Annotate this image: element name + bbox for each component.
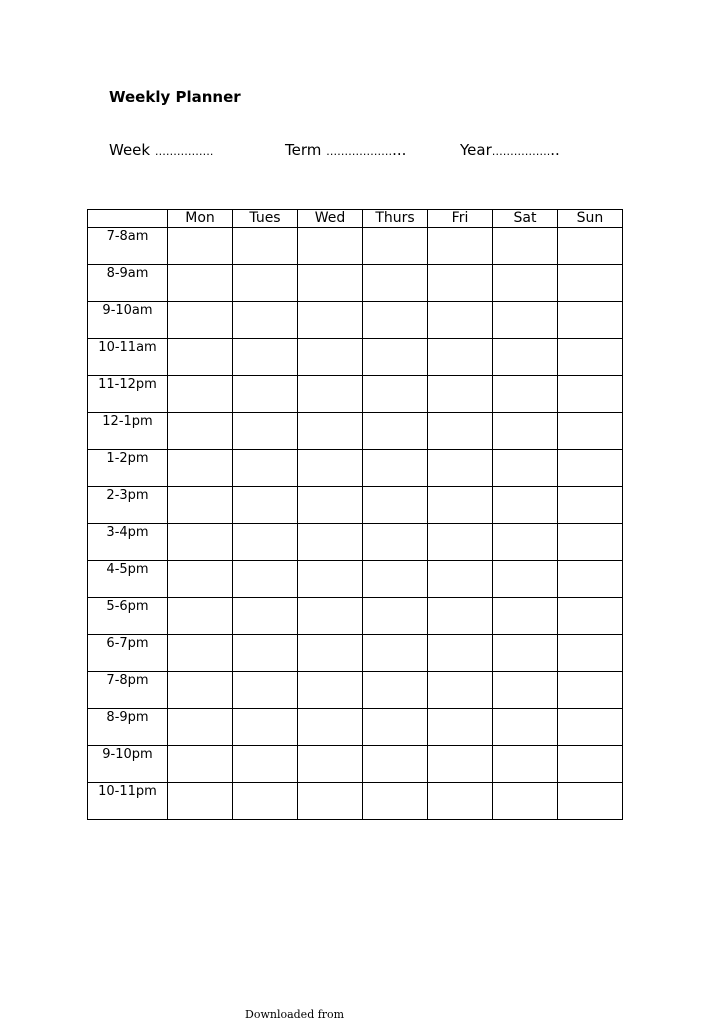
planner-cell-tues[interactable] bbox=[233, 709, 298, 746]
table-row bbox=[88, 783, 623, 820]
planner-cell-sun[interactable] bbox=[558, 746, 623, 783]
header-fields bbox=[0, 141, 724, 161]
planner-cell-mon[interactable] bbox=[168, 302, 233, 339]
planner-cell-fri[interactable] bbox=[428, 228, 493, 265]
planner-cell-sat[interactable] bbox=[493, 783, 558, 820]
planner-cell-sun[interactable] bbox=[558, 598, 623, 635]
table-body bbox=[88, 228, 623, 820]
time-slot-label: 7-8pm bbox=[88, 672, 168, 709]
planner-cell-mon[interactable] bbox=[168, 709, 233, 746]
day-header-tues: Tues bbox=[233, 210, 298, 228]
planner-cell-tues[interactable] bbox=[233, 598, 298, 635]
planner-cell-tues[interactable] bbox=[233, 265, 298, 302]
planner-cell-mon[interactable] bbox=[168, 783, 233, 820]
planner-cell-mon[interactable] bbox=[168, 672, 233, 709]
table-row bbox=[88, 561, 623, 598]
term-dots-end: ... bbox=[392, 141, 407, 159]
day-header-wed: Wed bbox=[298, 210, 363, 228]
corner-cell bbox=[88, 210, 168, 228]
table-row bbox=[88, 376, 623, 413]
term-dots: ……………… bbox=[326, 145, 393, 158]
planner-cell-fri[interactable] bbox=[428, 561, 493, 598]
planner-cell-tues[interactable] bbox=[233, 487, 298, 524]
time-slot-label: 8-9pm bbox=[88, 709, 168, 746]
planner-cell-thurs[interactable] bbox=[363, 635, 428, 672]
planner-cell-sun[interactable] bbox=[558, 561, 623, 598]
planner-cell-fri[interactable] bbox=[428, 450, 493, 487]
planner-cell-fri[interactable] bbox=[428, 265, 493, 302]
planner-cell-fri[interactable] bbox=[428, 376, 493, 413]
planner-cell-tues[interactable] bbox=[233, 561, 298, 598]
week-field[interactable] bbox=[109, 141, 213, 159]
planner-cell-mon[interactable] bbox=[168, 524, 233, 561]
planner-cell-sun[interactable] bbox=[558, 228, 623, 265]
time-slot-label: 9-10pm bbox=[88, 746, 168, 783]
planner-cell-mon[interactable] bbox=[168, 561, 233, 598]
planner-cell-sun[interactable] bbox=[558, 339, 623, 376]
planner-cell-fri[interactable] bbox=[428, 487, 493, 524]
planner-cell-mon[interactable] bbox=[168, 376, 233, 413]
planner-cell-mon[interactable] bbox=[168, 265, 233, 302]
planner-cell-sat[interactable] bbox=[493, 339, 558, 376]
planner-cell-tues[interactable] bbox=[233, 746, 298, 783]
day-header-sun: Sun bbox=[558, 210, 623, 228]
planner-cell-wed[interactable] bbox=[298, 413, 363, 450]
year-field[interactable] bbox=[460, 141, 560, 159]
planner-cell-wed[interactable] bbox=[298, 450, 363, 487]
table-row bbox=[88, 265, 623, 302]
planner-cell-mon[interactable] bbox=[168, 228, 233, 265]
year-dots-end: .. bbox=[550, 141, 560, 159]
planner-cell-sat[interactable] bbox=[493, 413, 558, 450]
time-slot-label: 11-12pm bbox=[88, 376, 168, 413]
planner-cell-wed[interactable] bbox=[298, 524, 363, 561]
planner-cell-fri[interactable] bbox=[428, 709, 493, 746]
table-row bbox=[88, 524, 623, 561]
planner-cell-thurs[interactable] bbox=[363, 228, 428, 265]
time-slot-label: 6-7pm bbox=[88, 635, 168, 672]
planner-cell-mon[interactable] bbox=[168, 339, 233, 376]
planner-cell-sat[interactable] bbox=[493, 672, 558, 709]
planner-cell-sat[interactable] bbox=[493, 265, 558, 302]
table-header-row bbox=[88, 210, 623, 228]
planner-cell-thurs[interactable] bbox=[363, 376, 428, 413]
day-header-mon: Mon bbox=[168, 210, 233, 228]
day-header-fri: Fri bbox=[428, 210, 493, 228]
planner-cell-tues[interactable] bbox=[233, 228, 298, 265]
planner-cell-sun[interactable] bbox=[558, 783, 623, 820]
planner-cell-wed[interactable] bbox=[298, 783, 363, 820]
table-row bbox=[88, 635, 623, 672]
planner-cell-sat[interactable] bbox=[493, 228, 558, 265]
planner-cell-thurs[interactable] bbox=[363, 413, 428, 450]
planner-cell-thurs[interactable] bbox=[363, 450, 428, 487]
planner-cell-thurs[interactable] bbox=[363, 302, 428, 339]
planner-cell-wed[interactable] bbox=[298, 598, 363, 635]
day-header-sat: Sat bbox=[493, 210, 558, 228]
planner-cell-mon[interactable] bbox=[168, 413, 233, 450]
planner-cell-wed[interactable] bbox=[298, 265, 363, 302]
planner-cell-thurs[interactable] bbox=[363, 487, 428, 524]
planner-cell-fri[interactable] bbox=[428, 413, 493, 450]
day-header-thurs: Thurs bbox=[363, 210, 428, 228]
term-label: Term bbox=[285, 141, 322, 159]
planner-cell-fri[interactable] bbox=[428, 672, 493, 709]
planner-cell-tues[interactable] bbox=[233, 635, 298, 672]
planner-cell-fri[interactable] bbox=[428, 783, 493, 820]
time-slot-label: 4-5pm bbox=[88, 561, 168, 598]
planner-cell-sun[interactable] bbox=[558, 524, 623, 561]
time-slot-label: 7-8am bbox=[88, 228, 168, 265]
planner-cell-sat[interactable] bbox=[493, 450, 558, 487]
planner-cell-thurs[interactable] bbox=[363, 709, 428, 746]
planner-cell-sun[interactable] bbox=[558, 302, 623, 339]
planner-cell-sat[interactable] bbox=[493, 302, 558, 339]
planner-cell-tues[interactable] bbox=[233, 376, 298, 413]
table-row bbox=[88, 450, 623, 487]
planner-cell-sat[interactable] bbox=[493, 709, 558, 746]
table-row bbox=[88, 302, 623, 339]
planner-cell-sat[interactable] bbox=[493, 524, 558, 561]
time-slot-label: 10-11am bbox=[88, 339, 168, 376]
planner-cell-mon[interactable] bbox=[168, 635, 233, 672]
planner-cell-thurs[interactable] bbox=[363, 598, 428, 635]
table-row bbox=[88, 672, 623, 709]
planner-cell-wed[interactable] bbox=[298, 635, 363, 672]
planner-cell-thurs[interactable] bbox=[363, 561, 428, 598]
planner-cell-wed[interactable] bbox=[298, 672, 363, 709]
table-row bbox=[88, 598, 623, 635]
planner-cell-sun[interactable] bbox=[558, 265, 623, 302]
time-slot-label: 8-9am bbox=[88, 265, 168, 302]
table-row bbox=[88, 228, 623, 265]
planner-cell-thurs[interactable] bbox=[363, 746, 428, 783]
planner-cell-wed[interactable] bbox=[298, 709, 363, 746]
planner-cell-fri[interactable] bbox=[428, 598, 493, 635]
year-label: Year bbox=[460, 141, 492, 159]
planner-cell-fri[interactable] bbox=[428, 339, 493, 376]
planner-cell-wed[interactable] bbox=[298, 302, 363, 339]
term-field[interactable] bbox=[285, 141, 406, 159]
planner-cell-sun[interactable] bbox=[558, 376, 623, 413]
planner-cell-tues[interactable] bbox=[233, 450, 298, 487]
time-slot-label: 5-6pm bbox=[88, 598, 168, 635]
time-slot-label: 1-2pm bbox=[88, 450, 168, 487]
page-title: Weekly Planner bbox=[109, 88, 241, 106]
planner-cell-sun[interactable] bbox=[558, 487, 623, 524]
planner-cell-mon[interactable] bbox=[168, 450, 233, 487]
planner-cell-tues[interactable] bbox=[233, 524, 298, 561]
planner-cell-thurs[interactable] bbox=[363, 524, 428, 561]
planner-cell-wed[interactable] bbox=[298, 746, 363, 783]
time-slot-label: 12-1pm bbox=[88, 413, 168, 450]
table-row bbox=[88, 709, 623, 746]
planner-cell-thurs[interactable] bbox=[363, 783, 428, 820]
footer-text: Downloaded from bbox=[245, 1008, 345, 1021]
table-row bbox=[88, 487, 623, 524]
planner-cell-mon[interactable] bbox=[168, 487, 233, 524]
planner-cell-thurs[interactable] bbox=[363, 265, 428, 302]
planner-cell-wed[interactable] bbox=[298, 339, 363, 376]
planner-cell-tues[interactable] bbox=[233, 302, 298, 339]
time-slot-label: 10-11pm bbox=[88, 783, 168, 820]
week-label: Week bbox=[109, 141, 151, 159]
planner-cell-wed[interactable] bbox=[298, 376, 363, 413]
planner-cell-tues[interactable] bbox=[233, 413, 298, 450]
planner-cell-fri[interactable] bbox=[428, 635, 493, 672]
planner-cell-fri[interactable] bbox=[428, 302, 493, 339]
table-row bbox=[88, 413, 623, 450]
planner-cell-sat[interactable] bbox=[493, 635, 558, 672]
planner-cell-sun[interactable] bbox=[558, 635, 623, 672]
planner-cell-wed[interactable] bbox=[298, 561, 363, 598]
time-slot-label: 9-10am bbox=[88, 302, 168, 339]
year-dots: ……………. bbox=[491, 145, 551, 158]
planner-cell-wed[interactable] bbox=[298, 487, 363, 524]
planner-cell-sat[interactable] bbox=[493, 487, 558, 524]
week-dots: ……………. bbox=[154, 145, 214, 158]
planner-cell-tues[interactable] bbox=[233, 783, 298, 820]
table-row bbox=[88, 339, 623, 376]
planner-cell-tues[interactable] bbox=[233, 339, 298, 376]
planner-cell-sun[interactable] bbox=[558, 709, 623, 746]
time-slot-label: 3-4pm bbox=[88, 524, 168, 561]
planner-cell-thurs[interactable] bbox=[363, 672, 428, 709]
planner-cell-sat[interactable] bbox=[493, 561, 558, 598]
table-row bbox=[88, 746, 623, 783]
planner-cell-sun[interactable] bbox=[558, 672, 623, 709]
planner-cell-fri[interactable] bbox=[428, 524, 493, 561]
planner-cell-mon[interactable] bbox=[168, 746, 233, 783]
planner-table bbox=[87, 209, 623, 820]
planner-cell-sat[interactable] bbox=[493, 376, 558, 413]
planner-cell-mon[interactable] bbox=[168, 598, 233, 635]
planner-cell-sat[interactable] bbox=[493, 746, 558, 783]
planner-cell-sun[interactable] bbox=[558, 450, 623, 487]
planner-cell-thurs[interactable] bbox=[363, 339, 428, 376]
planner-cell-tues[interactable] bbox=[233, 672, 298, 709]
planner-cell-wed[interactable] bbox=[298, 228, 363, 265]
planner-cell-sun[interactable] bbox=[558, 413, 623, 450]
planner-cell-sat[interactable] bbox=[493, 598, 558, 635]
time-slot-label: 2-3pm bbox=[88, 487, 168, 524]
planner-cell-fri[interactable] bbox=[428, 746, 493, 783]
